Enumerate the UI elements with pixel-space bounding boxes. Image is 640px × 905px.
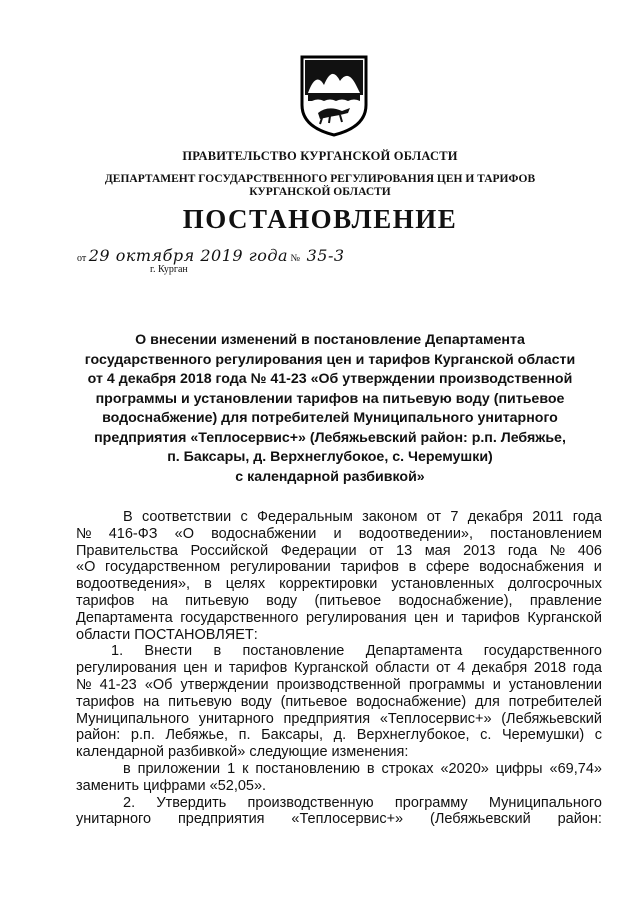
date-prefix: от (77, 253, 87, 264)
body-line: Муниципального унитарного предприятия «Теплосервис+» (Лебяжьевский (76, 710, 602, 727)
coat-of-arms-emblem (298, 55, 370, 137)
body-line: заменить цифрами «52,05». (76, 777, 267, 794)
title-line: предприятия «Теплосервис+» (Лебяжьевский район: р.п. Лебяжье, (94, 429, 566, 446)
title-line: п. Баксары, д. Верхнеглубокое, с. Черемушки) (167, 449, 493, 465)
department-name-line1: ДЕПАРТАМЕНТ ГОСУДАРСТВЕННОГО РЕГУЛИРОВАНИЯ ЦЕН И ТАРИФОВ (104, 173, 536, 185)
number-prefix: № (290, 253, 301, 264)
body-line: В соответствии с Федеральным законом от 7 декабря 2011 года (123, 509, 602, 525)
body-line: области ПОСТАНОВЛЯЕТ: (76, 626, 258, 643)
title-line: от 4 декабря 2018 года № 41-23 «Об утверждении производственной (87, 371, 573, 387)
body-line: № 41-23 «Об утверждении производственной программы и установлении (76, 676, 602, 693)
body-line: регулирования цен и тарифов Курганской области от 4 декабря 2018 года (76, 660, 602, 677)
body-line: в приложении 1 к постановлению в строках «2020» цифры «69,74» (123, 760, 602, 777)
body-line: район: р.п. Лебяжье, п. Баксары, д. Верхнеглубокое, с. Черемушки) с (76, 727, 602, 744)
body-line: 1. Внести в постановление Департамента государственного (111, 643, 602, 660)
body-line: календарной разбивкой» следующие изменения: (76, 744, 409, 761)
handwritten-date: 29 октября 2019 года (88, 246, 289, 265)
document-body (76, 509, 602, 828)
title-line: государственного регулирования цен и тарифов Курганской области (84, 351, 576, 368)
body-line: тарифов на питьевую воду (питьевое водоснабжение), правление (76, 592, 602, 609)
body-line: Департамента государственного регулирования цен и тарифов Курганской (76, 609, 602, 626)
document-title (60, 331, 600, 487)
body-line: № 416-ФЗ «О водоснабжении и водоотведении», постановлением (76, 525, 602, 542)
government-name: ПРАВИТЕЛЬСТВО КУРГАНСКОЙ ОБЛАСТИ (182, 149, 458, 163)
city-label: г. Курган (150, 264, 188, 275)
body-line: «О государственном регулировании тарифов в сфере водоснабжения и (76, 559, 602, 576)
title-line: О внесении изменений в постановление Департамента (135, 332, 525, 348)
body-line: унитарного предприятия «Теплосервис+» (Лебяжьевский район: (76, 811, 602, 828)
body-line: водоотведения», в целях корректировки установленных долгосрочных (76, 576, 602, 593)
body-line: Правительства Российской Федерации от 13 мая 2013 года № 406 (76, 542, 602, 559)
body-line: тарифов на питьевую воду (питьевое водоснабжение) для потребителей (76, 693, 602, 710)
handwritten-number: 35-3 (306, 246, 345, 265)
document-type-heading: ПОСТАНОВЛЕНИЕ (182, 204, 458, 234)
title-line: с календарной разбивкой» (235, 468, 425, 485)
title-line: программы и установлении тарифов на питьевую воду (питьевое (95, 390, 565, 407)
title-line: водоснабжение) для потребителей Муниципального унитарного (102, 410, 558, 426)
body-line: 2. Утвердить производственную программу Муниципального (123, 794, 602, 811)
date-number-line (77, 246, 345, 265)
department-name-line2: КУРГАНСКОЙ ОБЛАСТИ (249, 186, 391, 198)
